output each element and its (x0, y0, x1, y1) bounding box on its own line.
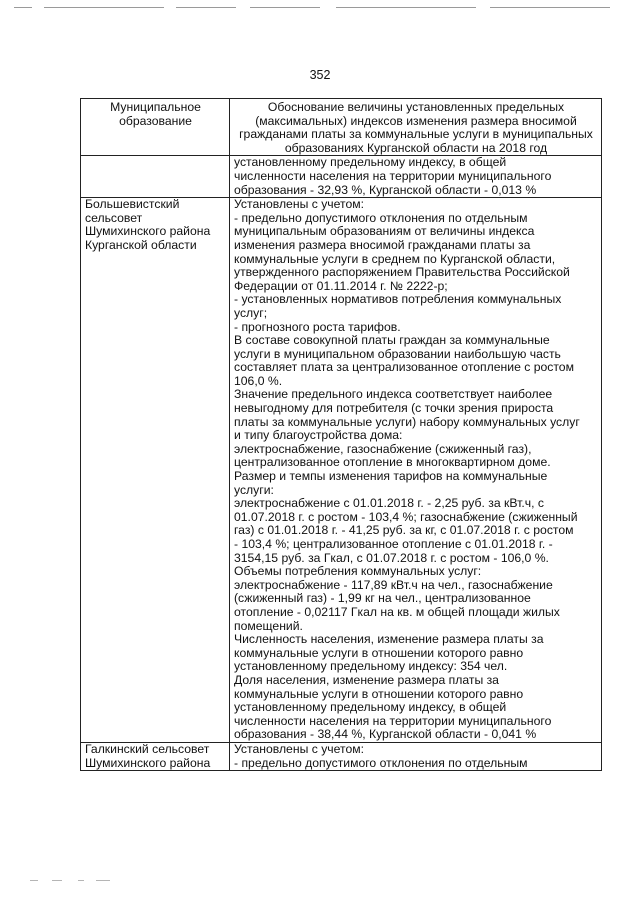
justification-line: Установлены с учетом: (234, 741, 364, 756)
municipality-line: Курганской области (85, 237, 197, 252)
justification-line: услуги в муниципальном образовании наибольшую часть (234, 346, 561, 361)
municipality-line: Галкинский сельсовет (85, 741, 210, 756)
justification-line: установленному предельному индексу, в общей (234, 700, 507, 715)
justification-line: платы за коммунальные услуги) набору коммунальных услуг (234, 414, 580, 429)
justification-line: - 103,4 %; централизованное отопление с 01.01.2018 г. - (234, 537, 553, 551)
justification-line: численности населения на территории муниципального (234, 168, 552, 183)
justification-line: В составе совокупной платы граждан за коммунальные (234, 333, 550, 348)
municipality-line: Шумихинского района (85, 224, 211, 239)
municipality-line: Шумихинского района (85, 755, 211, 770)
justification-line: помещений. (234, 618, 303, 633)
justification-line: газ) с 01.01.2018 г. - 41,25 руб. за кг, с 01.07.2018 г. с ростом (234, 523, 574, 538)
justification-line: коммунальные услуги в отношении которого равно (234, 686, 524, 701)
justification-line: численности населения на территории муниципального (234, 713, 552, 728)
justification-line: образования - 32,93 %, Курганской области - 0,013 % (234, 182, 537, 197)
justification-line: электроснабжение с 01.01.2018 г. - 2,25 руб. за кВт.ч, с (234, 496, 544, 511)
justification-line: услуги: (234, 482, 274, 497)
justification-line: Федерации от 01.11.2014 г. № 2222-р; (234, 278, 448, 293)
justification-line: электроснабжение - 117,89 кВт.ч на чел., газоснабжение (234, 577, 553, 592)
justification-line: 01.07.2018 г. с ростом - 103,4 %; газоснабжение (сжиженный (234, 509, 578, 524)
municipality-cell (81, 156, 230, 198)
scan-bottom-marks (30, 880, 130, 884)
justification-line: Доля населения, изменение размера платы за (234, 672, 499, 687)
table-header-row (81, 99, 602, 156)
justification-line: коммунальные услуги в среднем по Курганской области, (234, 251, 556, 266)
justification-line: Размер и темпы изменения тарифов на коммунальные (234, 469, 548, 484)
justification-cell (230, 742, 602, 770)
municipality-line: Большевистский (85, 197, 180, 212)
municipality-cell (81, 198, 230, 743)
justification-line: отопление - 0,02117 Гкал на кв. м общей площади жилых (234, 604, 560, 619)
justification-cell (230, 198, 602, 743)
header-justification-text: Обоснование величины установленных предельных (максимальных) индексов изменения размера вносимой гражданами платы за коммунальные услуги в муниципальных образованиях Курганской области на 2018 год (239, 100, 593, 155)
justification-line: централизованное отопление в многоквартирном доме. (234, 455, 551, 470)
justification-line: (сжиженный газ) - 1,99 кг на чел., централизованное (234, 591, 531, 606)
justification-line: составляет плата за централизованное отопление с ростом (234, 360, 574, 375)
justification-line: Значение предельного индекса соответствует наиболее (234, 387, 553, 402)
justification-cell (230, 156, 602, 198)
header-justification (230, 99, 602, 156)
scan-top-edge (0, 0, 640, 12)
justification-line: Объемы потребления коммунальных услуг: (234, 564, 482, 579)
justification-line: услуг; (234, 305, 268, 320)
justification-line: - предельно допустимого отклонения по отдельным (234, 210, 528, 225)
justification-line: установленному предельному индексу: 354 чел. (234, 659, 508, 674)
justification-line: изменения размера вносимой гражданами платы за (234, 237, 531, 252)
justification-line: Численность населения, изменение размера платы за (234, 632, 544, 647)
justification-line: - установленных нормативов потребления коммунальных (234, 292, 562, 307)
justification-line: установленному предельному индексу, в общей (234, 155, 507, 170)
justification-line: - предельно допустимого отклонения по отдельным (234, 755, 528, 770)
table-row (81, 156, 602, 198)
municipality-line: сельсовет (85, 210, 143, 225)
justification-line: - прогнозного роста тарифов. (234, 319, 401, 334)
justification-line: коммунальные услуги в отношении которого равно (234, 645, 524, 660)
municipality-cell (81, 742, 230, 770)
justification-line: 3154,15 руб. за Гкал, с 01.07.2018 г. с ростом - 106,0 %. (234, 550, 549, 565)
justification-line: образования - 38,44 %, Курганской области - 0,041 % (234, 727, 537, 742)
justification-line: муниципальным образованиям от величины индекса (234, 224, 535, 239)
justification-line: электроснабжение, газоснабжение (сжиженный газ), (234, 441, 532, 456)
justification-line: и типу благоустройства дома: (234, 428, 403, 443)
justification-line: утвержденного распоряжением Правительства Российской (234, 265, 570, 280)
tariff-justification-table (80, 98, 602, 771)
header-municipality-text: Муниципальное образование (110, 100, 201, 128)
header-municipality (81, 99, 230, 156)
justification-line: Установлены с учетом: (234, 197, 364, 212)
table-row (81, 742, 602, 770)
page-number: 352 (309, 68, 331, 82)
justification-line: 106,0 %. (234, 373, 283, 388)
table-row (81, 198, 602, 743)
justification-line: невыгодному для потребителя (с точки зрения прироста (234, 401, 554, 416)
